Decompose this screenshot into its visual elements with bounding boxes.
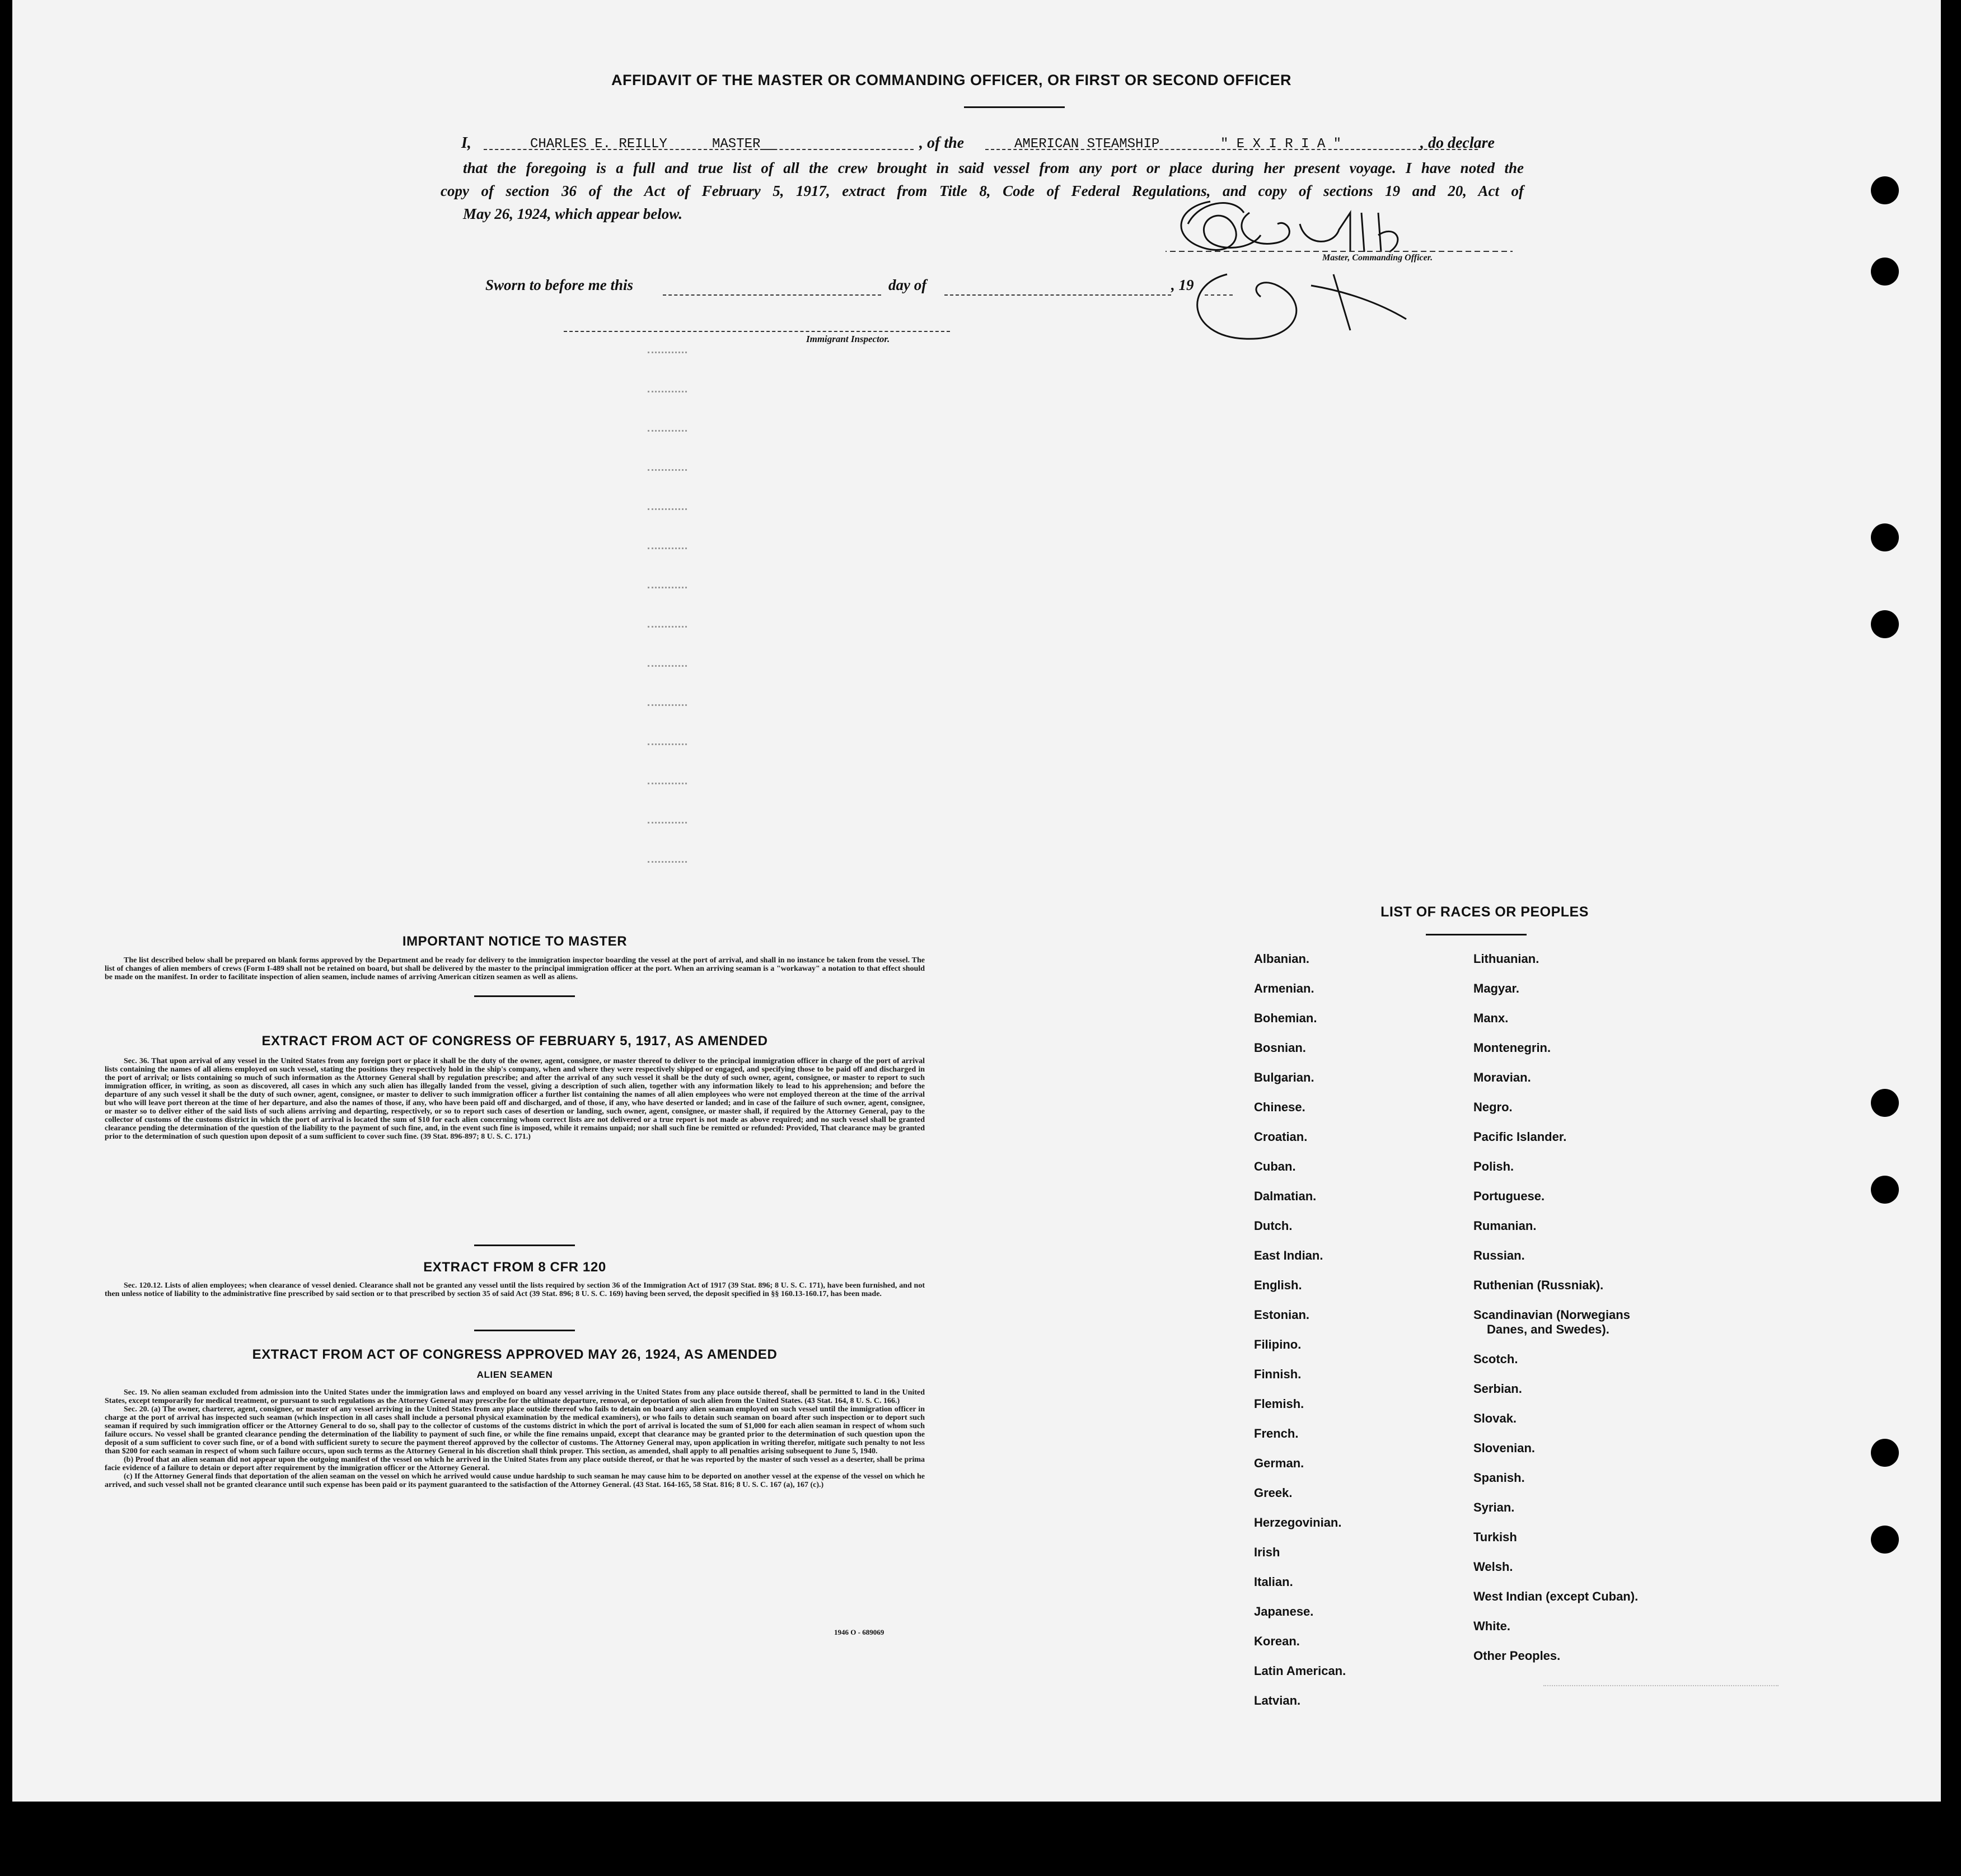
do-declare-label: , do declare (1420, 134, 1495, 152)
extract-1917-title: EXTRACT FROM ACT OF CONGRESS OF FEBRUARY 5, 1917, AS AMENDED (261, 1033, 768, 1049)
race-item: Welsh. (1473, 1560, 1513, 1574)
master-name: CHARLES E. REILLY (530, 137, 667, 152)
form-sheet (12, 0, 1941, 1802)
race-item: Portuguese. (1473, 1189, 1545, 1203)
race-item: French. (1254, 1426, 1299, 1440)
race-item: White. (1473, 1619, 1510, 1633)
affidavit-title: AFFIDAVIT OF THE MASTER OR COMMANDING OFFICER, OR FIRST OR SECOND OFFICER (611, 72, 1291, 88)
race-item: Lithuanian. (1473, 952, 1539, 966)
of-the-label: , of the (919, 134, 965, 152)
print-code: 1946 O - 689069 (834, 1628, 884, 1636)
race-item: Turkish (1473, 1530, 1517, 1544)
declaration-line-3: May 26, 1924, which appear below. (463, 205, 683, 222)
race-item: Japanese. (1254, 1604, 1314, 1618)
race-item: Dalmatian. (1254, 1189, 1317, 1203)
sworn-label: Sworn to before me this (485, 277, 634, 293)
race-item: Croatian. (1254, 1130, 1308, 1144)
race-item: English. (1254, 1278, 1302, 1292)
rank-line (762, 134, 914, 150)
section-rule (474, 1330, 575, 1331)
faint-trailing-line (1543, 1685, 1779, 1686)
rank-value: MASTER (712, 137, 761, 152)
race-item: Other Peoples. (1473, 1649, 1561, 1663)
sec-20a-paragraph: Sec. 20. (a) The owner, charterer, agent, consignee, or master of any vessel arriving in the United States from any place outside thereof who fails to detain on board any alien seaman employed on such vessel until the immigration officer in charge at the port of arrival has inspected such seaman (which inspection in all cases shall include a personal physical examination by the medical examiners), or who fails to detain such seaman on board after such inspection or to deport such seaman if required by such immigration officer or the Attorney General to do so, shall pay to the collector of customs of the customs district in which the port of arrival is located the sum of $1,000 for each alien seaman in respect of whom such failure occurs. No vessel shall be granted clearance pending the determination of the liability to payment of such fine, or while the fine remains unpaid, except that clearance may be granted prior to the determination of such question upon the deposit of a sum sufficient to cover such fine, or of a bond with sufficient surety to secure the payment thereof approved by the collector of customs. The Attorney General may, upon application in writing therefor, mitigate such penalty to not less than $200 for each seaman in respect of whom such failure occurs, upon such terms as the Attorney General in his discretion shall think proper. This section, as amended, shall apply to all penalties arising subsequent to June 5, 1940. (105, 1405, 925, 1456)
race-item: Latvian. (1254, 1693, 1301, 1707)
race-item: Scotch. (1473, 1352, 1518, 1366)
i-label: I, (461, 134, 471, 152)
race-item: Moravian. (1473, 1070, 1531, 1084)
master-signature (1166, 190, 1524, 358)
race-item: Irish (1254, 1545, 1280, 1559)
race-item: Bulgarian. (1254, 1070, 1314, 1084)
extract-1924-body (105, 1388, 925, 1489)
race-item: Herzegovinian. (1254, 1515, 1342, 1529)
race-item: Magyar. (1473, 981, 1519, 995)
race-item: Dutch. (1254, 1219, 1293, 1233)
vessel-type: AMERICAN STEAMSHIP (1014, 137, 1160, 152)
race-item: Korean. (1254, 1634, 1300, 1648)
race-item: Latin American. (1254, 1664, 1346, 1678)
race-item: Slovak. (1473, 1411, 1517, 1425)
alien-seamen-subtitle: ALIEN SEAMEN (476, 1369, 553, 1380)
declaration-line-2: copy of section 36 of the Act of February 5, 1917, extract from Title 8, Code of Federal Regulations, and copy of sections 19 and 20, Act of (441, 183, 1524, 199)
year-label: , 19 (1171, 277, 1194, 293)
race-item: Rumanian. (1473, 1219, 1537, 1233)
race-item: East Indian. (1254, 1248, 1323, 1262)
sec-19-paragraph: Sec. 19. No alien seaman excluded from admission into the United States under the immigration laws and employed on board any vessel arriving in the United States from any place outside thereof, shall be permitted to land in the United States, except temporarily for medical treatment, or pursuant to such regulations as the Attorney General may prescribe for the ultimate departure, removal, or deportation of such alien from the United States. (43 Stat. 164, 8 U. S. C. 166.) (105, 1388, 925, 1405)
notice-title: IMPORTANT NOTICE TO MASTER (402, 934, 628, 949)
binder-hole (1871, 1176, 1899, 1204)
section-rule (474, 1245, 575, 1246)
race-item: Danes, and Swedes). (1487, 1322, 1609, 1336)
race-item: Bosnian. (1254, 1041, 1306, 1055)
race-item: Bohemian. (1254, 1011, 1317, 1025)
declaration-row (449, 134, 1524, 157)
race-item: Pacific Islander. (1473, 1130, 1567, 1144)
section-rule (474, 995, 575, 997)
races-left-column (1254, 952, 1478, 1723)
race-item: West Indian (except Cuban). (1473, 1589, 1639, 1603)
race-item: Flemish. (1254, 1397, 1304, 1411)
race-item: Armenian. (1254, 981, 1314, 995)
binder-hole (1871, 523, 1899, 551)
races-right-column (1473, 952, 1765, 1678)
title-rule (964, 106, 1065, 108)
race-item: Montenegrin. (1473, 1041, 1551, 1055)
race-item: Negro. (1473, 1100, 1513, 1114)
race-item: Scandinavian (Norwegians (1473, 1308, 1630, 1322)
inspector-signature-line (564, 316, 950, 332)
race-item: Serbian. (1473, 1382, 1522, 1396)
sec-20c-paragraph: (c) If the Attorney General finds that deportation of the alien seaman on the vessel on which he arrived would cause undue hardship to such seaman he may cause him to be deported on another vessel at the expense of the vessel on which he arrived, and such vessel shall not be granted clearance until such expense has been paid or its payment guaranteed to the satisfaction of the Attorney General. (43 Stat. 164-165, 58 Stat. 816; 8 U. S. C. 167 (a), 167 (c).) (105, 1472, 925, 1489)
declaration-line-1: that the foregoing is a full and true list of all the crew brought in said vessel from any port or place during her present voyage. I have noted the (463, 160, 1524, 176)
sworn-month-line (944, 280, 1171, 296)
race-item: Syrian. (1473, 1500, 1515, 1514)
sec-20b-paragraph: (b) Proof that an alien seaman did not appear upon the outgoing manifest of the vessel on which he arrived in the United States from any place outside thereof, or that he was reported by the master of such vessel as a deserter, shall be prima facie evidence of a failure to detain or deport after requirement by the immigration officer or the Attorney General. (105, 1456, 925, 1472)
race-item: Slovenian. (1473, 1441, 1536, 1455)
race-item: Spanish. (1473, 1471, 1525, 1485)
race-item: Cuban. (1254, 1159, 1296, 1173)
binder-hole (1871, 1089, 1899, 1117)
race-item: Manx. (1473, 1011, 1509, 1025)
extract-1917-body: Sec. 36. That upon arrival of any vessel in the United States from any foreign port or place it shall be the duty of the owner, agent, consignee, or master thereof to deliver to the principal immigration officer in charge of the port of arrival lists containing the names of all aliens employed on such vessel, stating the positions they respectively hold in the ship's company, when and where they were respectively shipped or engaged, and specifying those to be paid off and discharged in the port of arrival; or lists containing so much of such information as the Attorney General shall by regulation prescribe; and after the arrival of any such vessel it shall be the duty of such owner, agent, consignee, or master to report to such immigration officer, in writing, as soon as discovered, all cases in which any such alien has illegally landed from the vessel, giving a description of such alien, together with any information likely to lead to his apprehension; and before the departure of any such vessel it shall be the duty of such owner, agent, consignee, or master to deliver to such immigration officer a further list containing the names of all alien employees who were not employed thereon at the time of the arrival but who will leave port thereon at the time of her departure, and also the names of those, if any, who have been paid off and discharged, and of those, if any, who have deserted or landed; and in case of the failure of such owner, agent, consignee, or master so to deliver either of the said lists of such aliens arriving and departing, respectively, or so to report such cases of desertion or landing, such owner, agent, consignee, or master shall, if required by the Attorney General, pay to the collector of customs of the customs district in which the port of arrival is located the sum of $10 for each alien concerning whom correct lists are not delivered or a true report is not made as above required; and no such vessel shall be granted clearance pending the determination of the question of the liability to the payment of such fine, and, in the event such fine is imposed, while it remains unpaid; nor shall such fine be remitted or refunded: Provided, That clearance may be granted prior to the determination of such question upon deposit of a sum sufficient to cover such fine. (39 Stat. 896-897; 8 U. S. C. 171.) (105, 1057, 925, 1141)
binder-hole (1871, 258, 1899, 286)
inspector-caption: Immigrant Inspector. (806, 334, 890, 344)
sworn-day-line (663, 280, 881, 296)
races-title-rule (1426, 934, 1527, 935)
race-item: German. (1254, 1456, 1304, 1470)
notice-body: The list described below shall be prepared on blank forms approved by the Department and be ready for delivery to the immigration inspector boarding the vessel at the port of arrival, and shall in no instance be taken from the vessel. The list of changes of alien members of crews (Form I-489 shall not be retained on board, but shall be delivered by the master to the principal immigration officer at the port. When an arriving seaman is a "workaway" a notation to that effect should be made on the manifest. In order to facilitate inspection of alien seamen, include names of arriving American citizen seamen as well as aliens. (105, 956, 925, 981)
faint-marks (648, 352, 687, 911)
extract-cfr-title: EXTRACT FROM 8 CFR 120 (423, 1260, 606, 1275)
race-item: Russian. (1473, 1248, 1525, 1262)
race-item: Filipino. (1254, 1337, 1302, 1351)
races-title: LIST OF RACES OR PEOPLES (1380, 904, 1589, 920)
race-item: Ruthenian (Russniak). (1473, 1278, 1604, 1292)
signature-caption: Master, Commanding Officer. (1322, 253, 1433, 263)
extract-cfr-body: Sec. 120.12. Lists of alien employees; when clearance of vessel denied. Clearance shall not be granted any vessel until the lists required by section 36 of the Immigration Act of 1917 (39 Stat. 896; 8 U. S. C. 171), have been furnished, and not then unless notice of liability to the administrative fine prescribed by said section or to that prescribed by section 35 of said Act (39 Stat. 896; 8 U. S. C. 169) having been served, the deposit specified in §§ 160.13-160.17, has been made. (105, 1281, 925, 1298)
extract-1924-title: EXTRACT FROM ACT OF CONGRESS APPROVED MAY 26, 1924, AS AMENDED (252, 1347, 778, 1362)
binder-hole (1871, 610, 1899, 638)
vessel-name: " E X I R I A " (1220, 137, 1342, 152)
signature-scribble (1166, 190, 1524, 358)
binder-hole (1871, 1439, 1899, 1467)
race-item: Albanian. (1254, 952, 1310, 966)
day-of-label: day of (888, 277, 927, 293)
race-item: Finnish. (1254, 1367, 1302, 1381)
binder-hole (1871, 176, 1899, 204)
race-item: Estonian. (1254, 1308, 1310, 1322)
race-item: Polish. (1473, 1159, 1514, 1173)
race-item: Italian. (1254, 1575, 1293, 1589)
race-item: Chinese. (1254, 1100, 1305, 1114)
binder-hole (1871, 1526, 1899, 1554)
race-item: Greek. (1254, 1486, 1293, 1500)
sworn-year-line (1205, 280, 1233, 296)
